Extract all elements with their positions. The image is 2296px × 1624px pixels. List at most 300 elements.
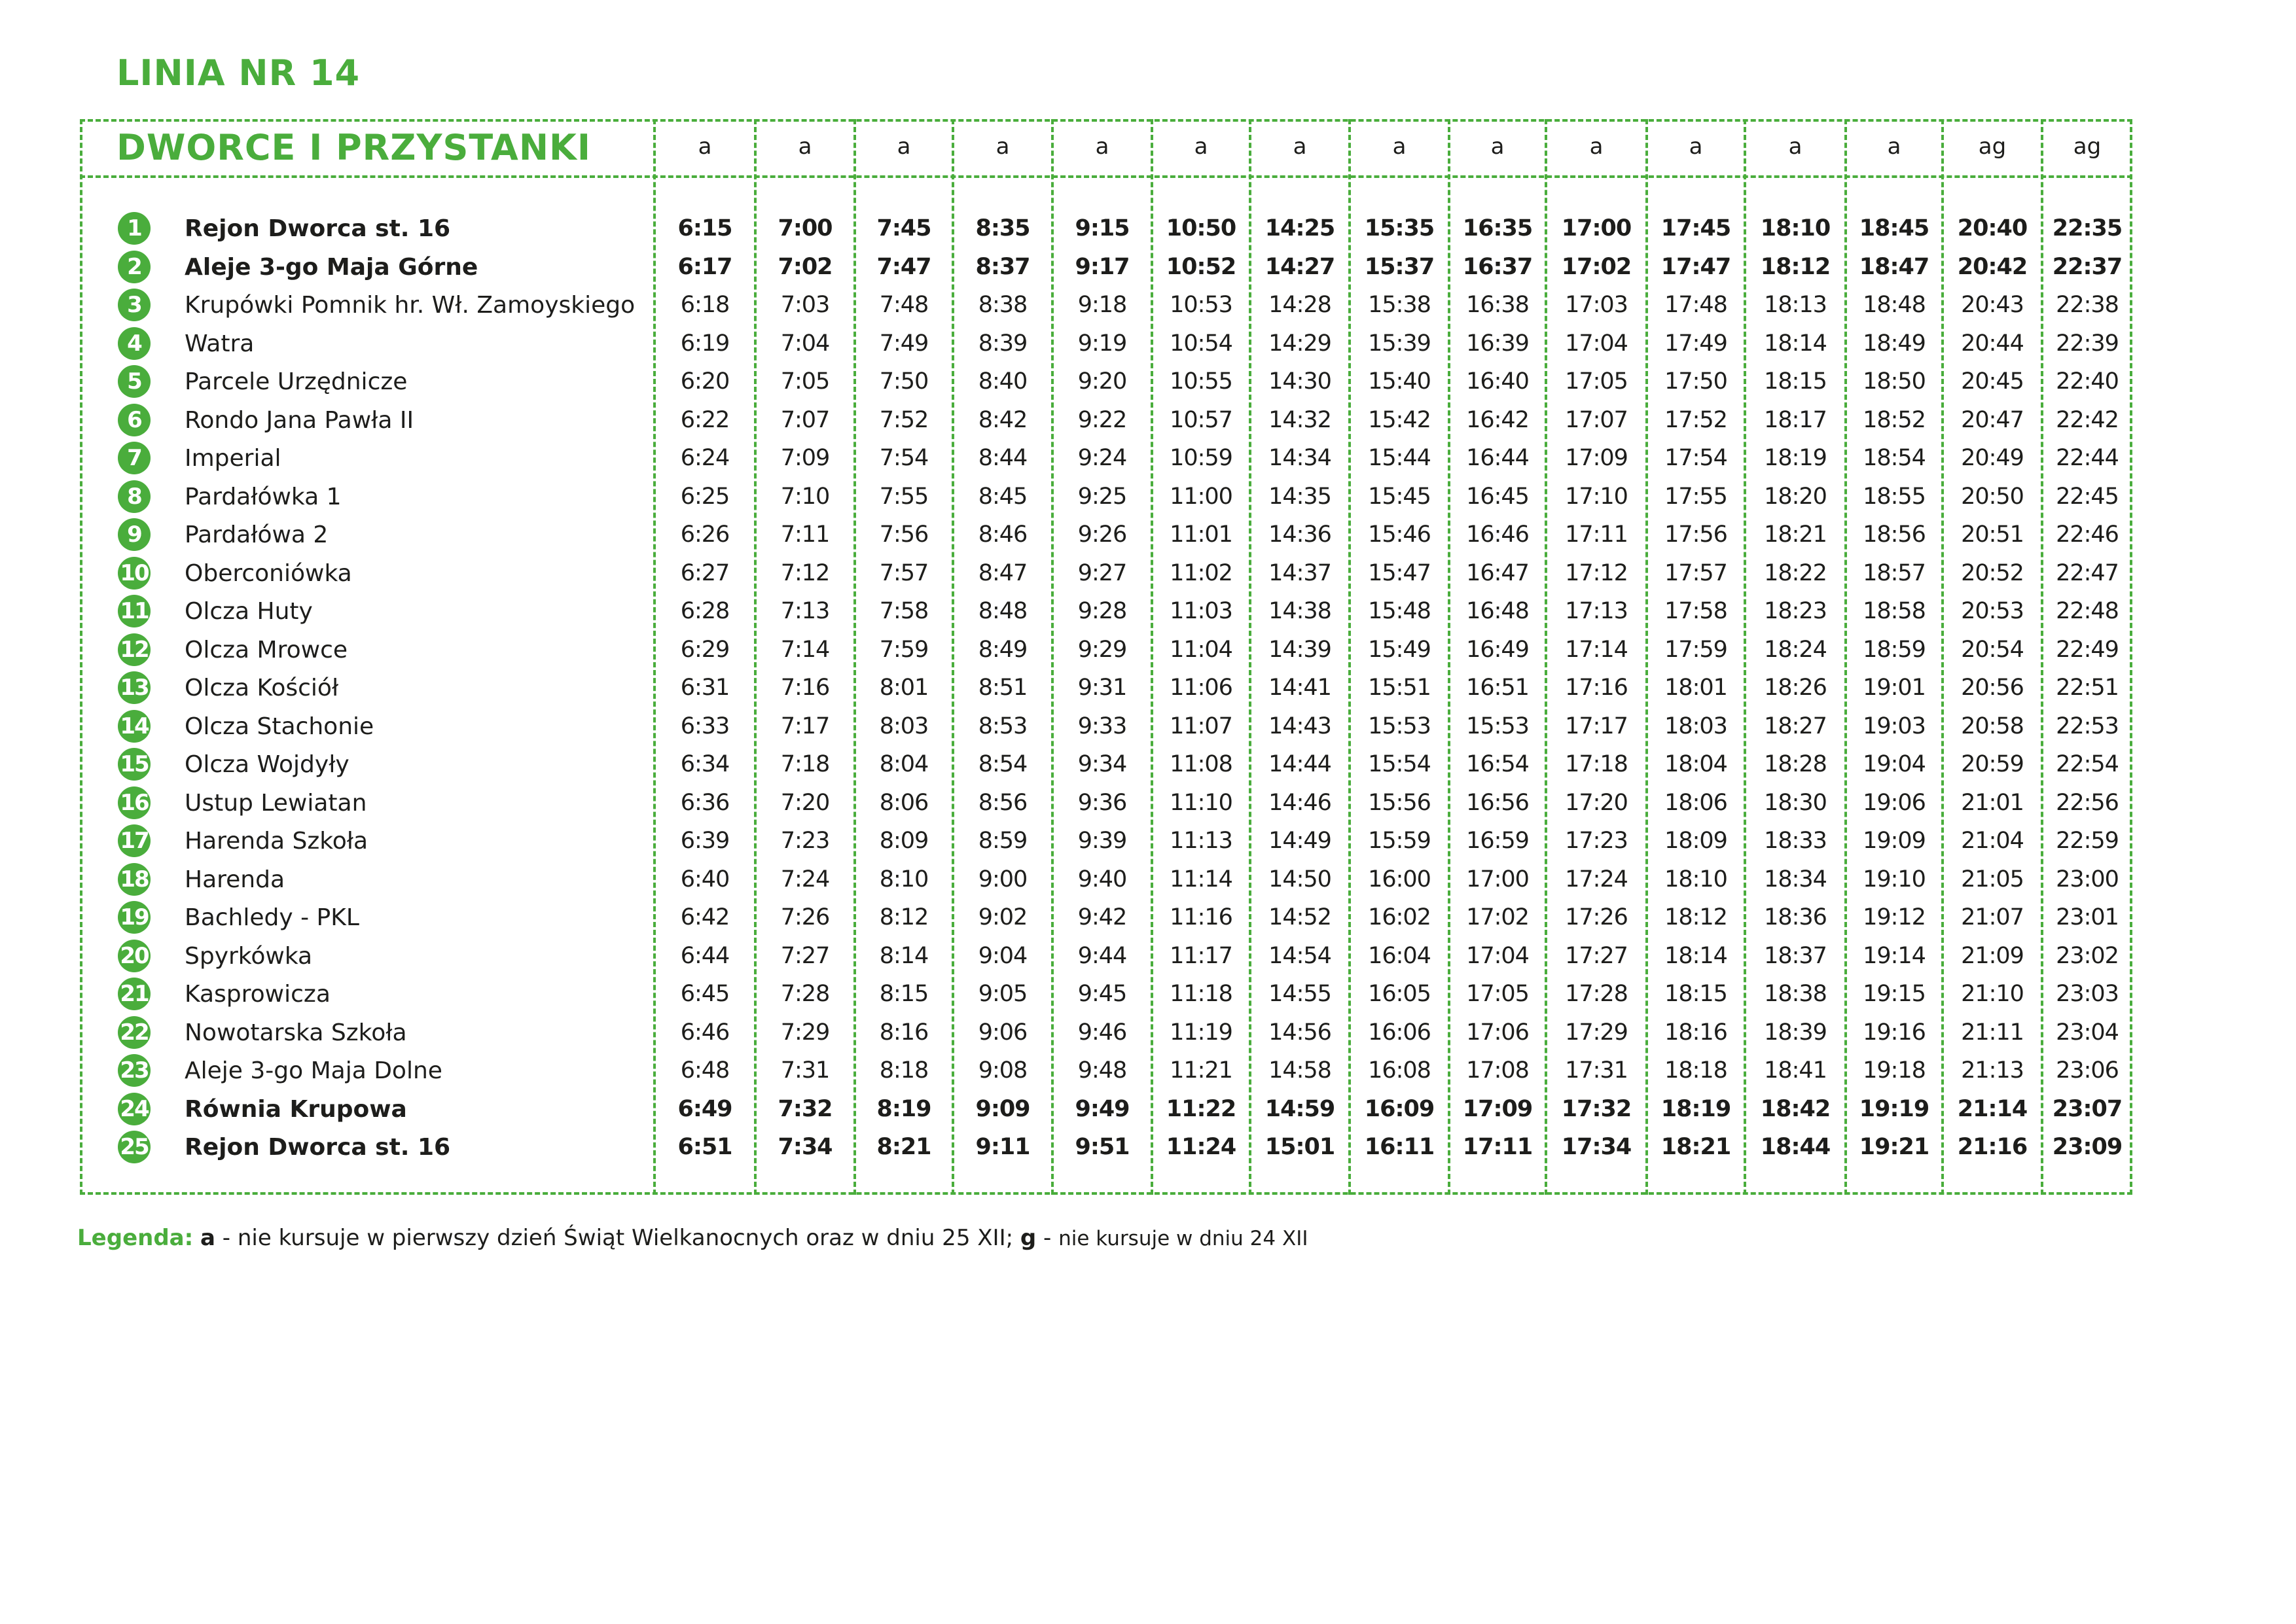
departure-time: 17:11 bbox=[1565, 521, 1628, 548]
departure-time: 21:16 bbox=[1957, 1134, 2028, 1160]
departure-time: 21:07 bbox=[1961, 904, 2024, 930]
departure-time: 7:56 bbox=[879, 521, 929, 548]
departure-time: 16:06 bbox=[1368, 1019, 1431, 1046]
course-marker: ag bbox=[1978, 133, 2007, 160]
departure-time: 20:58 bbox=[1961, 713, 2024, 739]
departure-time: 9:39 bbox=[1077, 828, 1127, 854]
stop-number-badge: 13 bbox=[118, 671, 151, 704]
departure-time: 15:44 bbox=[1368, 445, 1431, 471]
departure-time: 14:44 bbox=[1268, 751, 1331, 777]
stop-name: Olcza Mrowce bbox=[185, 636, 348, 663]
departure-time: 9:34 bbox=[1077, 751, 1127, 777]
departure-time: 16:48 bbox=[1466, 598, 1529, 624]
stop-number-badge: 14 bbox=[118, 710, 151, 743]
stop-name: Bachledy - PKL bbox=[185, 904, 359, 931]
departure-time: 7:31 bbox=[780, 1057, 830, 1084]
course-marker: a bbox=[1589, 133, 1604, 160]
departure-time: 6:17 bbox=[677, 253, 732, 280]
table-row bbox=[0, 784, 2296, 822]
departure-time: 6:44 bbox=[680, 942, 730, 969]
departure-time: 14:38 bbox=[1268, 598, 1331, 624]
departure-time: 11:00 bbox=[1170, 483, 1232, 510]
departure-time: 6:26 bbox=[680, 521, 730, 548]
departure-time: 9:33 bbox=[1077, 713, 1127, 739]
departure-time: 18:34 bbox=[1764, 866, 1827, 892]
departure-time: 23:06 bbox=[2056, 1057, 2119, 1084]
table-row bbox=[0, 745, 2296, 784]
departure-time: 6:40 bbox=[680, 866, 730, 892]
departure-time: 18:22 bbox=[1764, 559, 1827, 586]
stop-name: Olcza Stachonie bbox=[185, 713, 374, 740]
departure-time: 7:27 bbox=[780, 942, 830, 969]
table-row bbox=[0, 248, 2296, 287]
departure-time: 22:51 bbox=[2056, 675, 2119, 701]
departure-time: 7:26 bbox=[780, 904, 830, 930]
departure-time: 21:14 bbox=[1957, 1095, 2028, 1122]
departure-time: 8:53 bbox=[978, 713, 1028, 739]
departure-time: 7:13 bbox=[780, 598, 830, 624]
departure-time: 18:52 bbox=[1863, 406, 1926, 433]
departure-time: 16:46 bbox=[1466, 521, 1529, 548]
table-row bbox=[0, 362, 2296, 401]
departure-time: 19:04 bbox=[1863, 751, 1926, 777]
departure-time: 9:45 bbox=[1077, 981, 1127, 1007]
departure-time: 8:46 bbox=[978, 521, 1028, 548]
departure-time: 16:00 bbox=[1368, 866, 1431, 892]
stop-name: Krupówki Pomnik hr. Wł. Zamoyskiego bbox=[185, 292, 636, 319]
departure-time: 17:57 bbox=[1664, 559, 1727, 586]
table-row bbox=[0, 592, 2296, 631]
departure-time: 18:48 bbox=[1863, 292, 1926, 318]
departure-time: 22:35 bbox=[2052, 215, 2123, 241]
departure-time: 16:37 bbox=[1462, 253, 1533, 280]
departure-time: 18:50 bbox=[1863, 368, 1926, 395]
departure-time: 18:30 bbox=[1764, 789, 1827, 816]
departure-time: 14:32 bbox=[1268, 406, 1331, 433]
departure-time: 7:34 bbox=[778, 1134, 833, 1160]
departure-time: 9:11 bbox=[975, 1134, 1030, 1160]
departure-time: 15:38 bbox=[1368, 292, 1431, 318]
departure-time: 18:09 bbox=[1664, 828, 1727, 854]
departure-time: 6:28 bbox=[680, 598, 730, 624]
departure-time: 18:55 bbox=[1863, 483, 1926, 510]
departure-time: 11:14 bbox=[1170, 866, 1232, 892]
departure-time: 8:06 bbox=[879, 789, 929, 816]
departure-time: 17:07 bbox=[1565, 406, 1628, 433]
departure-time: 18:18 bbox=[1664, 1057, 1727, 1084]
departure-time: 17:55 bbox=[1664, 483, 1727, 510]
stop-number-badge: 2 bbox=[118, 251, 151, 283]
table-row bbox=[0, 937, 2296, 976]
departure-time: 15:47 bbox=[1368, 559, 1431, 586]
departure-time: 7:07 bbox=[780, 406, 830, 433]
departure-time: 14:37 bbox=[1268, 559, 1331, 586]
departure-time: 8:39 bbox=[978, 330, 1028, 357]
departure-time: 22:39 bbox=[2056, 330, 2119, 357]
stop-name: Pardałówa 2 bbox=[185, 521, 329, 548]
departure-time: 18:06 bbox=[1664, 789, 1727, 816]
departure-time: 9:08 bbox=[978, 1057, 1028, 1084]
course-marker: a bbox=[897, 133, 911, 160]
stop-number-badge: 5 bbox=[118, 365, 151, 398]
departure-time: 16:42 bbox=[1466, 406, 1529, 433]
departure-time: 18:36 bbox=[1764, 904, 1827, 930]
departure-time: 18:12 bbox=[1760, 253, 1831, 280]
departure-time: 16:40 bbox=[1466, 368, 1529, 395]
stop-number-badge: 7 bbox=[118, 442, 151, 474]
departure-time: 7:04 bbox=[780, 330, 830, 357]
departure-time: 14:30 bbox=[1268, 368, 1331, 395]
departure-time: 10:54 bbox=[1170, 330, 1232, 357]
departure-time: 7:47 bbox=[876, 253, 931, 280]
departure-time: 14:49 bbox=[1268, 828, 1331, 854]
table-row bbox=[0, 1051, 2296, 1090]
stop-number-badge: 22 bbox=[118, 1016, 151, 1049]
stop-number-badge: 4 bbox=[118, 327, 151, 360]
departure-time: 6:25 bbox=[680, 483, 730, 510]
departure-time: 16:39 bbox=[1466, 330, 1529, 357]
departure-time: 17:49 bbox=[1664, 330, 1727, 357]
departure-time: 9:19 bbox=[1077, 330, 1127, 357]
departure-time: 7:52 bbox=[879, 406, 929, 433]
departure-time: 9:51 bbox=[1075, 1134, 1130, 1160]
line-title: LINIA NR 14 bbox=[117, 52, 361, 94]
departure-time: 15:37 bbox=[1364, 253, 1435, 280]
departure-time: 7:05 bbox=[780, 368, 830, 395]
departure-time: 21:05 bbox=[1961, 866, 2024, 892]
departure-time: 16:49 bbox=[1466, 636, 1529, 663]
departure-time: 9:40 bbox=[1077, 866, 1127, 892]
departure-time: 18:21 bbox=[1660, 1134, 1731, 1160]
departure-time: 9:15 bbox=[1075, 215, 1130, 241]
departure-time: 8:14 bbox=[879, 942, 929, 969]
legend-text-a: - nie kursuje w pierwszy dzień Świąt Wielkanocnych oraz w dniu 25 XII; bbox=[215, 1225, 1020, 1251]
departure-time: 11:17 bbox=[1170, 942, 1232, 969]
departure-time: 20:43 bbox=[1961, 292, 2024, 318]
departure-time: 22:42 bbox=[2056, 406, 2119, 433]
departure-time: 22:37 bbox=[2052, 253, 2123, 280]
departure-time: 11:10 bbox=[1170, 789, 1232, 816]
departure-time: 7:24 bbox=[780, 866, 830, 892]
departure-time: 18:58 bbox=[1863, 598, 1926, 624]
stop-name: Kasprowicza bbox=[185, 981, 331, 1008]
legend-text-g: nie kursuje w dniu 24 XII bbox=[1058, 1227, 1308, 1250]
table-row bbox=[0, 286, 2296, 325]
departure-time: 14:35 bbox=[1268, 483, 1331, 510]
departure-time: 18:45 bbox=[1859, 215, 1929, 241]
departure-time: 17:16 bbox=[1565, 675, 1628, 701]
course-marker: a bbox=[798, 133, 812, 160]
departure-time: 16:35 bbox=[1462, 215, 1533, 241]
departure-time: 21:01 bbox=[1961, 789, 2024, 816]
departure-time: 17:18 bbox=[1565, 751, 1628, 777]
stop-number-badge: 11 bbox=[118, 595, 151, 627]
departure-time: 7:09 bbox=[780, 445, 830, 471]
departure-time: 11:01 bbox=[1170, 521, 1232, 548]
departure-time: 17:02 bbox=[1561, 253, 1632, 280]
departure-time: 18:10 bbox=[1760, 215, 1831, 241]
stop-name: Harenda bbox=[185, 866, 285, 893]
stop-name: Olcza Kościół bbox=[185, 675, 339, 701]
departure-time: 6:24 bbox=[680, 445, 730, 471]
departure-time: 17:56 bbox=[1664, 521, 1727, 548]
departure-time: 7:29 bbox=[780, 1019, 830, 1046]
departure-time: 16:59 bbox=[1466, 828, 1529, 854]
departure-time: 17:14 bbox=[1565, 636, 1628, 663]
departure-time: 14:59 bbox=[1265, 1095, 1335, 1122]
course-marker: a bbox=[1490, 133, 1505, 160]
departure-time: 22:44 bbox=[2056, 445, 2119, 471]
departure-time: 8:45 bbox=[978, 483, 1028, 510]
departure-time: 7:16 bbox=[780, 675, 830, 701]
departure-time: 11:16 bbox=[1170, 904, 1232, 930]
course-marker: a bbox=[1392, 133, 1407, 160]
stop-number-badge: 1 bbox=[118, 212, 151, 245]
departure-time: 18:16 bbox=[1664, 1019, 1727, 1046]
departure-time: 14:56 bbox=[1268, 1019, 1331, 1046]
departure-time: 17:10 bbox=[1565, 483, 1628, 510]
departure-time: 8:51 bbox=[978, 675, 1028, 701]
departure-time: 11:08 bbox=[1170, 751, 1232, 777]
departure-time: 17:24 bbox=[1565, 866, 1628, 892]
course-marker: a bbox=[1194, 133, 1208, 160]
departure-time: 7:48 bbox=[879, 292, 929, 318]
departure-time: 11:03 bbox=[1170, 598, 1232, 624]
departure-time: 18:15 bbox=[1764, 368, 1827, 395]
departure-time: 10:57 bbox=[1170, 406, 1232, 433]
departure-time: 9:20 bbox=[1077, 368, 1127, 395]
departure-time: 6:46 bbox=[680, 1019, 730, 1046]
departure-time: 8:19 bbox=[876, 1095, 931, 1122]
table-row bbox=[0, 401, 2296, 440]
table-row bbox=[0, 325, 2296, 363]
departure-time: 18:19 bbox=[1764, 445, 1827, 471]
departure-time: 16:08 bbox=[1368, 1057, 1431, 1084]
departure-time: 15:53 bbox=[1368, 713, 1431, 739]
header-divider bbox=[80, 175, 2132, 178]
legend bbox=[77, 1225, 1308, 1251]
departure-time: 18:28 bbox=[1764, 751, 1827, 777]
departure-time: 8:44 bbox=[978, 445, 1028, 471]
departure-time: 18:23 bbox=[1764, 598, 1827, 624]
departure-time: 7:17 bbox=[780, 713, 830, 739]
stop-number-badge: 6 bbox=[118, 404, 151, 436]
departure-time: 23:04 bbox=[2056, 1019, 2119, 1046]
departure-time: 18:10 bbox=[1664, 866, 1727, 892]
departure-time: 7:50 bbox=[879, 368, 929, 395]
departure-time: 6:15 bbox=[677, 215, 732, 241]
course-marker: ag bbox=[2073, 133, 2102, 160]
departure-time: 17:05 bbox=[1466, 981, 1529, 1007]
departure-time: 15:42 bbox=[1368, 406, 1431, 433]
departure-time: 17:03 bbox=[1565, 292, 1628, 318]
departure-time: 17:59 bbox=[1664, 636, 1727, 663]
departure-time: 22:59 bbox=[2056, 828, 2119, 854]
departure-time: 17:45 bbox=[1660, 215, 1731, 241]
departure-time: 18:44 bbox=[1760, 1134, 1831, 1160]
departure-time: 18:37 bbox=[1764, 942, 1827, 969]
departure-time: 6:18 bbox=[680, 292, 730, 318]
departure-time: 19:03 bbox=[1863, 713, 1926, 739]
departure-time: 11:22 bbox=[1166, 1095, 1236, 1122]
departure-time: 18:33 bbox=[1764, 828, 1827, 854]
departure-time: 17:12 bbox=[1565, 559, 1628, 586]
departure-time: 7:18 bbox=[780, 751, 830, 777]
table-row bbox=[0, 669, 2296, 707]
departure-time: 22:56 bbox=[2056, 789, 2119, 816]
departure-time: 16:47 bbox=[1466, 559, 1529, 586]
departure-time: 7:32 bbox=[778, 1095, 833, 1122]
departure-time: 9:46 bbox=[1077, 1019, 1127, 1046]
departure-time: 14:41 bbox=[1268, 675, 1331, 701]
table-row bbox=[0, 439, 2296, 478]
stop-name: Aleje 3-go Maja Górne bbox=[185, 253, 478, 281]
departure-time: 17:02 bbox=[1466, 904, 1529, 930]
departure-time: 8:03 bbox=[879, 713, 929, 739]
departure-time: 8:47 bbox=[978, 559, 1028, 586]
departure-time: 20:54 bbox=[1961, 636, 2024, 663]
departure-time: 17:04 bbox=[1565, 330, 1628, 357]
departure-time: 8:56 bbox=[978, 789, 1028, 816]
departure-time: 22:48 bbox=[2056, 598, 2119, 624]
departure-time: 8:21 bbox=[876, 1134, 931, 1160]
departure-time: 17:31 bbox=[1565, 1057, 1628, 1084]
departure-time: 14:34 bbox=[1268, 445, 1331, 471]
course-marker: a bbox=[1788, 133, 1803, 160]
departure-time: 6:19 bbox=[680, 330, 730, 357]
departure-time: 17:00 bbox=[1561, 215, 1632, 241]
departure-time: 9:26 bbox=[1077, 521, 1127, 548]
departure-time: 16:09 bbox=[1364, 1095, 1435, 1122]
departure-time: 17:34 bbox=[1561, 1134, 1632, 1160]
course-marker: a bbox=[1293, 133, 1307, 160]
departure-time: 22:49 bbox=[2056, 636, 2119, 663]
departure-time: 15:53 bbox=[1466, 713, 1529, 739]
departure-time: 18:24 bbox=[1764, 636, 1827, 663]
departure-time: 19:01 bbox=[1863, 675, 1926, 701]
departure-time: 17:26 bbox=[1565, 904, 1628, 930]
course-marker: a bbox=[1887, 133, 1901, 160]
stop-number-badge: 3 bbox=[118, 289, 151, 321]
departure-time: 18:20 bbox=[1764, 483, 1827, 510]
table-row bbox=[0, 1128, 2296, 1167]
departure-time: 17:08 bbox=[1466, 1057, 1529, 1084]
departure-time: 11:18 bbox=[1170, 981, 1232, 1007]
departure-time: 10:50 bbox=[1166, 215, 1236, 241]
departure-time: 14:52 bbox=[1268, 904, 1331, 930]
departure-time: 8:35 bbox=[975, 215, 1030, 241]
departure-time: 6:36 bbox=[680, 789, 730, 816]
departure-time: 9:05 bbox=[978, 981, 1028, 1007]
departure-time: 23:07 bbox=[2052, 1095, 2123, 1122]
departure-time: 18:14 bbox=[1764, 330, 1827, 357]
departure-time: 7:59 bbox=[879, 636, 929, 663]
departure-time: 18:26 bbox=[1764, 675, 1827, 701]
departure-time: 6:22 bbox=[680, 406, 730, 433]
departure-time: 8:12 bbox=[879, 904, 929, 930]
departure-time: 17:29 bbox=[1565, 1019, 1628, 1046]
departure-time: 16:45 bbox=[1466, 483, 1529, 510]
departure-time: 17:13 bbox=[1565, 598, 1628, 624]
departure-time: 7:28 bbox=[780, 981, 830, 1007]
departure-time: 15:48 bbox=[1368, 598, 1431, 624]
departure-time: 11:07 bbox=[1170, 713, 1232, 739]
stop-number-badge: 23 bbox=[118, 1054, 151, 1087]
stop-number-badge: 20 bbox=[118, 940, 151, 972]
departure-time: 9:24 bbox=[1077, 445, 1127, 471]
departure-time: 16:44 bbox=[1466, 445, 1529, 471]
departure-time: 21:11 bbox=[1961, 1019, 2024, 1046]
departure-time: 16:05 bbox=[1368, 981, 1431, 1007]
departure-time: 11:06 bbox=[1170, 675, 1232, 701]
departure-time: 22:38 bbox=[2056, 292, 2119, 318]
departure-time: 15:40 bbox=[1368, 368, 1431, 395]
departure-time: 18:49 bbox=[1863, 330, 1926, 357]
stop-name: Watra bbox=[185, 330, 255, 357]
departure-time: 19:10 bbox=[1863, 866, 1926, 892]
departure-time: 14:54 bbox=[1268, 942, 1331, 969]
departure-time: 15:51 bbox=[1368, 675, 1431, 701]
departure-time: 22:47 bbox=[2056, 559, 2119, 586]
departure-time: 14:39 bbox=[1268, 636, 1331, 663]
departure-time: 7:02 bbox=[778, 253, 833, 280]
departure-time: 18:27 bbox=[1764, 713, 1827, 739]
departure-time: 21:10 bbox=[1961, 981, 2024, 1007]
departure-time: 22:54 bbox=[2056, 751, 2119, 777]
departure-time: 14:25 bbox=[1265, 215, 1335, 241]
departure-time: 8:09 bbox=[879, 828, 929, 854]
table-row bbox=[0, 1014, 2296, 1052]
departure-time: 17:47 bbox=[1660, 253, 1731, 280]
departure-time: 14:28 bbox=[1268, 292, 1331, 318]
departure-time: 17:32 bbox=[1561, 1095, 1632, 1122]
departure-time: 23:03 bbox=[2056, 981, 2119, 1007]
departure-time: 6:29 bbox=[680, 636, 730, 663]
stop-name: Harenda Szkoła bbox=[185, 828, 368, 855]
departure-time: 22:40 bbox=[2056, 368, 2119, 395]
departure-time: 17:00 bbox=[1466, 866, 1529, 892]
stop-number-badge: 8 bbox=[118, 480, 151, 513]
departure-time: 18:38 bbox=[1764, 981, 1827, 1007]
departure-time: 17:11 bbox=[1462, 1134, 1533, 1160]
table-row bbox=[0, 860, 2296, 899]
departure-time: 22:53 bbox=[2056, 713, 2119, 739]
departure-time: 9:17 bbox=[1075, 253, 1130, 280]
departure-time: 17:23 bbox=[1565, 828, 1628, 854]
departure-time: 9:28 bbox=[1077, 598, 1127, 624]
departure-time: 8:49 bbox=[978, 636, 1028, 663]
stop-name: Rejon Dworca st. 16 bbox=[185, 1134, 451, 1161]
departure-time: 17:48 bbox=[1664, 292, 1727, 318]
stop-name: Aleje 3-go Maja Dolne bbox=[185, 1057, 442, 1084]
stop-name: Olcza Wojdyły bbox=[185, 751, 350, 778]
departure-time: 18:57 bbox=[1863, 559, 1926, 586]
departure-time: 23:09 bbox=[2052, 1134, 2123, 1160]
departure-time: 11:02 bbox=[1170, 559, 1232, 586]
departure-time: 17:27 bbox=[1565, 942, 1628, 969]
departure-time: 19:16 bbox=[1863, 1019, 1926, 1046]
departure-time: 14:55 bbox=[1268, 981, 1331, 1007]
departure-time: 9:48 bbox=[1077, 1057, 1127, 1084]
departure-time: 18:12 bbox=[1664, 904, 1727, 930]
departure-time: 7:49 bbox=[879, 330, 929, 357]
stops-column-header: DWORCE I PRZYSTANKI bbox=[117, 127, 591, 168]
departure-time: 19:09 bbox=[1863, 828, 1926, 854]
departure-time: 14:36 bbox=[1268, 521, 1331, 548]
departure-time: 18:19 bbox=[1660, 1095, 1731, 1122]
departure-time: 11:24 bbox=[1166, 1134, 1236, 1160]
departure-time: 14:58 bbox=[1268, 1057, 1331, 1084]
